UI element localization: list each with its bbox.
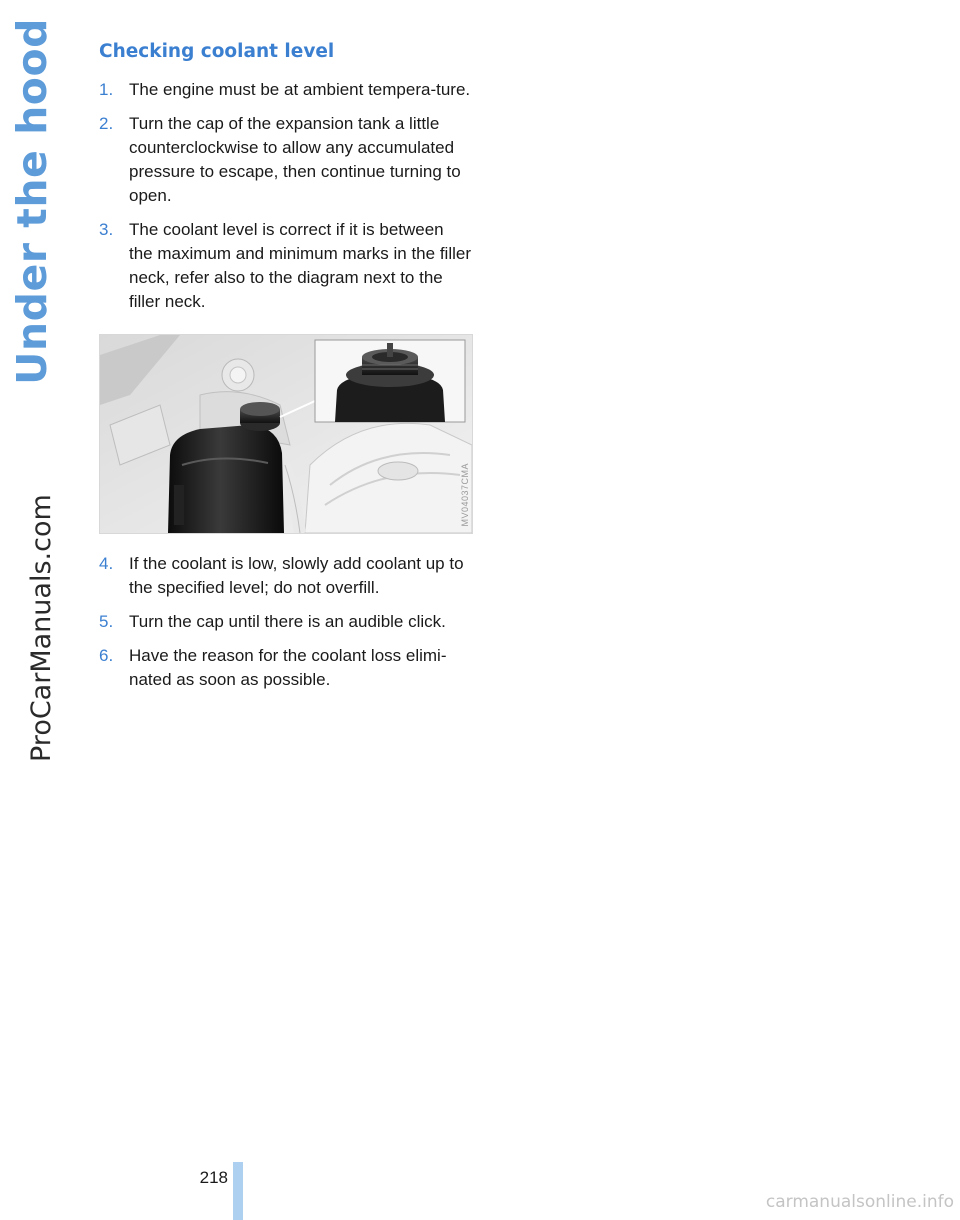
step-text: If the coolant is low, slowly add coolant up to the specified level; do not overfill.	[129, 554, 464, 597]
step-number: 3.	[99, 220, 114, 239]
side-watermark-text: ProCarManuals.com	[26, 494, 57, 762]
step-number: 5.	[99, 612, 114, 631]
steps-list-after	[99, 552, 471, 692]
step-item	[99, 552, 471, 600]
step-number: 1.	[99, 80, 114, 99]
step-item	[99, 218, 471, 314]
section-side-title	[6, 18, 58, 385]
step-item	[99, 78, 471, 102]
step-text: The engine must be at ambient tempera-ture.	[129, 80, 471, 99]
coolant-tank-photo	[99, 334, 473, 534]
page-number: 218	[199, 1168, 228, 1187]
step-item	[99, 610, 471, 634]
figure-code: MV04037CMA	[460, 463, 470, 527]
engine-bay-illustration	[100, 335, 472, 533]
step-number: 2.	[99, 114, 114, 133]
step-item	[99, 112, 471, 208]
step-text: The coolant level is correct if it is between the maximum and minimum marks in the filler neck, refer also to the diagram next to the filler neck.	[129, 220, 471, 311]
step-number: 4.	[99, 554, 114, 573]
step-text: Have the reason for the coolant loss elimi-nated as soon as possible.	[129, 646, 447, 689]
section-side-title-text: Under the hood	[8, 18, 56, 385]
steps-list-before	[99, 78, 471, 314]
side-watermark	[20, 462, 64, 762]
page-title: Checking coolant level	[99, 41, 335, 62]
footer-watermark: carmanualsonline.info	[765, 1192, 954, 1212]
step-text: Turn the cap until there is an audible click.	[129, 612, 446, 631]
main-content	[99, 40, 471, 702]
page-number-bar	[233, 1162, 243, 1220]
step-item	[99, 644, 471, 692]
step-text: Turn the cap of the expansion tank a little counterclockwise to allow any accumulated pressure to escape, then continue turning to open.	[129, 114, 461, 205]
step-number: 6.	[99, 646, 114, 665]
